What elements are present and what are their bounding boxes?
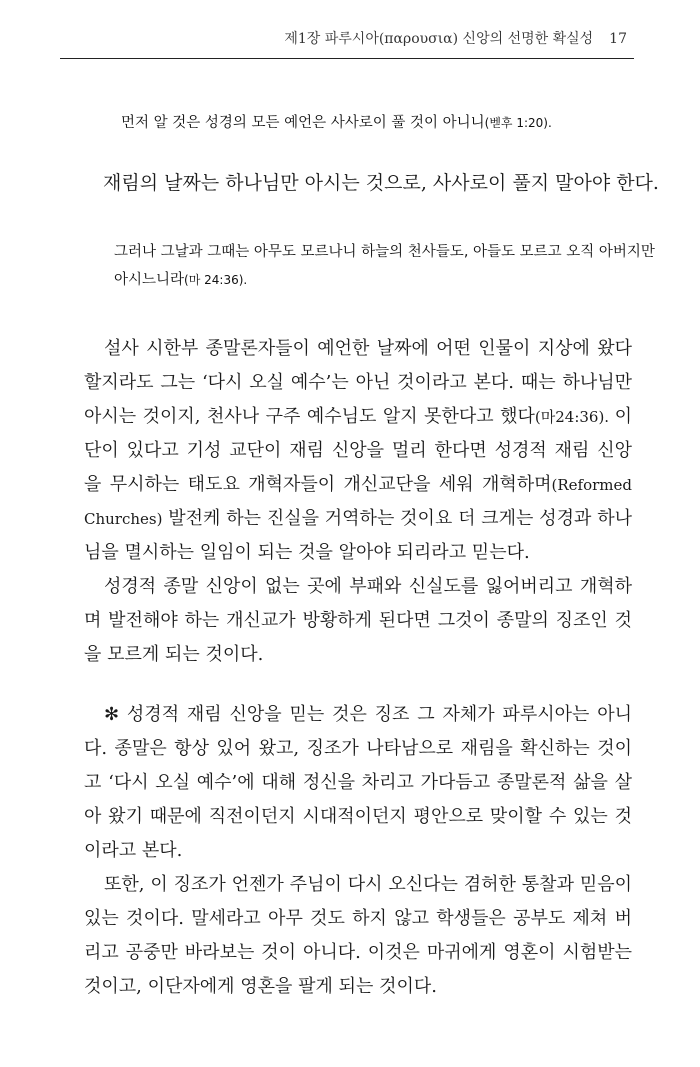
key-statement: 재림의 날짜는 하나님만 아시는 것으로, 사사로이 풀지 말아야 한다.: [103, 172, 659, 194]
running-header: [284, 28, 627, 48]
paragraph-4-line-2: 있는 것이다. 말세라고 아무 것도 하지 않고 학생들은 공부도 제쳐 버: [84, 908, 632, 929]
paragraph-1-line-4: 단이 있다고 기성 교단이 재림 신앙을 멀리 한다면 성경적 재림 신앙: [84, 440, 632, 461]
line-text: 아시는 것이지, 천사나 구주 예수님도 알지 못한다고 했다: [84, 406, 535, 427]
line-text: 성경적 재림 신앙을 믿는 것은 징조 그 자체가 파루시아는 아니: [119, 704, 632, 725]
paragraph-4-line-3: 리고 공중만 바라보는 것이 아니다. 이것은 마귀에게 영혼이 시험받는: [84, 942, 632, 963]
paragraph-1-line-7: 님을 멸시하는 일임이 되는 것을 알아야 되리라고 믿는다.: [84, 542, 530, 563]
line-text: 을 무시하는 태도요 개혁자들이 개신교단을 세워 개혁하며: [84, 474, 552, 495]
paragraph-2-line-2: 며 발전해야 하는 개신교가 방황하게 된다면 그것이 종말의 징조인 것: [84, 610, 632, 631]
page-number: 17: [609, 31, 627, 47]
running-title: 제1장 파루시아(παρουσια) 신앙의 선명한 확실성: [284, 31, 594, 47]
scripture-quote-1: [121, 111, 552, 132]
scripture-quote-2-line-2: [114, 268, 247, 289]
paragraph-1-line-3: [84, 402, 632, 428]
paragraph-1-line-5: [84, 470, 632, 496]
paragraph-2-line-1: 성경적 종말 신앙이 없는 곳에 부패와 신실도를 잃어버리고 개혁하: [104, 576, 632, 597]
latin-term: (Reformed: [551, 476, 632, 494]
scripture-reference: (마24:36).: [534, 408, 615, 426]
paragraph-4-line-4: 것이고, 이단자에게 영혼을 팔게 되는 것이다.: [84, 976, 438, 997]
line-text: 발전케 하는 진실을 거역하는 것이요 더 크게는 성경과 하나: [162, 508, 632, 529]
paragraph-3-line-3: 고 ‘다시 오실 예수’에 대해 정신을 차리고 가다듬고 종말론적 삶을 살: [84, 772, 632, 793]
paragraph-3-line-4: 아 왔기 때문에 직전이던지 시대적이던지 평안으로 맞이할 수 있는 것: [84, 806, 632, 827]
quote-reference: (벧후 1:20).: [484, 116, 552, 130]
paragraph-2-line-3: 을 모르게 되는 것이다.: [84, 644, 264, 665]
paragraph-1-line-2: 할지라도 그는 ‘다시 오실 예수’는 아닌 것이라고 본다. 때는 하나님만: [84, 372, 632, 393]
paragraph-4-line-1: 또한, 이 징조가 언젠가 주님이 다시 오신다는 겸허한 통찰과 믿음이: [104, 874, 632, 895]
quote-text: 먼저 알 것은 성경의 모든 예언은 사사로이 풀 것이 아니니: [121, 115, 485, 131]
asterisk-marker: ✻: [104, 704, 120, 725]
latin-term: Churches): [84, 510, 163, 528]
paragraph-1-line-6: [84, 504, 632, 530]
header-rule: [60, 58, 634, 59]
scripture-quote-2-line-1: 그러나 그날과 그때는 아무도 모르나니 하늘의 천사들도, 아들도 모르고 오직 아버지만: [114, 244, 655, 260]
paragraph-3-line-5: 이라고 본다.: [84, 840, 183, 861]
paragraph-1-line-1: 설사 시한부 종말론자들이 예언한 날짜에 어떤 인물이 지상에 왔다: [104, 338, 632, 359]
quote-text: 아시느니라: [114, 272, 185, 288]
paragraph-3-line-2: 다. 종말은 항상 있어 왔고, 징조가 나타남으로 재림을 확신하는 것이: [84, 738, 632, 759]
quote-reference: (마 24:36).: [184, 273, 248, 287]
paragraph-3-line-1: [104, 700, 632, 726]
line-text-end: 이: [614, 406, 632, 427]
